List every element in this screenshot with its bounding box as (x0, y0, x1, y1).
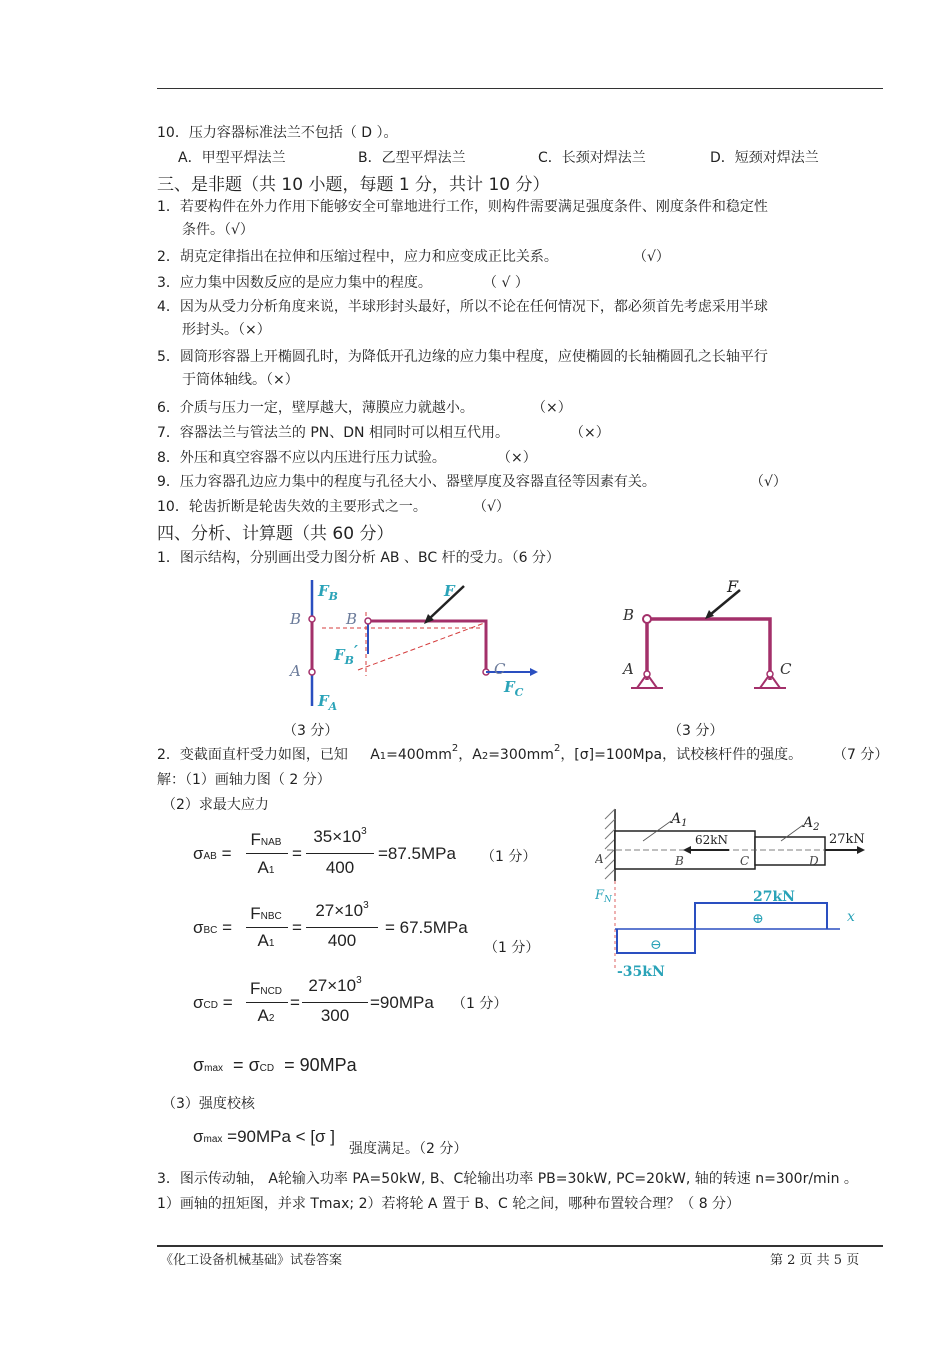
tf-item-8: 8．外压和真空容器不应以内压进行压力试验。 (157, 450, 446, 466)
structure-diagram (615, 574, 815, 704)
label-f-right: F (727, 577, 739, 596)
tf-item-7-mark: （×） (570, 425, 610, 441)
tf-item-1-cont: 条件。（√） (182, 222, 254, 238)
label-fb-prime: $F_B'$ (334, 642, 358, 667)
label-a-bar: A (595, 852, 604, 866)
label-c-bar: C (740, 854, 750, 868)
problem2-score: （7 分） (833, 747, 889, 763)
eq-cd-lhs: σCD = (193, 993, 233, 1012)
eq-cd-result: =90MPa (370, 993, 434, 1012)
label-a1: $A_1$ (671, 811, 688, 829)
pin-a (309, 669, 315, 675)
footer-title: 《化工设备机械基础》试卷答案 (160, 1253, 343, 1268)
header-rule (157, 88, 883, 89)
score-left: （3 分） (283, 723, 339, 739)
tf-item-10: 10．轮齿折断是轮齿失效的主要形式之一。 (157, 499, 427, 515)
label-b-right: B (346, 610, 358, 628)
eq-cd-frac2-num: $27\times 10^3$ (308, 975, 362, 995)
label-b-left: B (290, 610, 302, 628)
eq-bc-frac2-den: 400 (327, 931, 357, 950)
label-62kn: 62kN (695, 833, 729, 847)
q10-stem: 10．压力容器标准法兰不包括（ D ）。 (157, 125, 398, 141)
tf-item-6-mark: （×） (532, 400, 572, 416)
eq-bc-frac1-bar (246, 927, 288, 928)
diagram-curve (617, 903, 827, 953)
q10-option-c: C．长颈对焊法兰 (538, 150, 646, 166)
label-b-bar: B (675, 854, 684, 868)
sign-plus: ⊕ (752, 911, 764, 927)
label-c-struct: C (780, 660, 792, 678)
tf-item-4: 4．因为从受力分析角度来说，半球形封头最好，所以不论在任何情况下，都必须首先考虑采用半球 (157, 299, 768, 315)
label-x: x (847, 909, 855, 925)
eq-ab-result: =87.5MPa (378, 844, 456, 863)
axial-force-figure (595, 803, 875, 983)
eq-ab-frac2-bar (306, 853, 374, 854)
pin-b-right (365, 618, 371, 624)
eq-bc-frac1-den: A1 (257, 931, 275, 950)
frame-abc (647, 619, 770, 680)
problem3-line1: 3．图示传动轴， A轮输入功率 PA=50kW, B、C轮输出功率 PB=30kW, PC=20kW, 轴的转速 n=300r/min 。 (157, 1171, 858, 1187)
q10-option-a: A．甲型平焊法兰 (178, 150, 286, 166)
solution-step1: 解：（1）画轴力图（ 2 分） (157, 772, 331, 788)
eq-bc-frac1-num: FNBC (250, 904, 282, 923)
tf-item-9-mark: （√） (750, 474, 787, 490)
eq-bc-frac2-num: $27\times 10^3$ (315, 900, 369, 920)
label-a-left: A (290, 662, 301, 680)
problem1-text: 1．图示结构，分别画出受力图分析 AB 、BC 杆的受力。（6 分） (157, 550, 560, 566)
problem2-text: 2．变截面直杆受力如图，已知 $A1=400mm^2$，$A2=300mm^2$，[σ]=100Mpa，试校核杆件的强度。 (157, 743, 803, 763)
label-fn: $F_N$ (595, 888, 612, 905)
eq-bc-frac2-bar (306, 927, 378, 928)
tf-item-5: 5．圆筒形容器上开椭圆孔时，为降低开孔边缘的应力集中程度，应使椭圆的长轴椭圆孔之长轴平行 (157, 349, 768, 365)
label-fa: $F_A$ (318, 692, 338, 713)
eq-ab-lhs: σAB = (193, 844, 232, 863)
label-b-struct: B (623, 606, 635, 624)
section3-title: 三、是非题（共 10 小题，每题 1 分，共计 10 分） (157, 175, 550, 195)
label-pos: 27kN (753, 889, 795, 905)
eq-bc-eq2: = (292, 918, 302, 937)
hinge-a (644, 671, 650, 677)
eq-bc-score: （1 分） (484, 940, 540, 956)
eq-ab-frac2-den: 400 (325, 858, 355, 877)
joint-b (643, 615, 651, 623)
eq-ab-eq2: = (292, 844, 302, 863)
problem3-line2: 1）画轴的扭矩图，并求 Tmax; 2）若将轮 A 置于 B、C 轮之间，哪种布置较合理？（ 8 分） (157, 1196, 741, 1212)
tf-item-2: 2．胡克定律指出在拉伸和压缩过程中，应力和应变成正比关系。 (157, 249, 558, 265)
eq-ab-frac2-num: $35\times 10^3$ (313, 826, 367, 846)
label-c-left: C (494, 660, 506, 678)
pin-b-left (309, 616, 315, 622)
wall-hatch (605, 809, 615, 879)
eq-bc-lhs: σBC = (193, 918, 233, 937)
eq-check: σmax =90MPa < [σ ] (193, 1127, 335, 1146)
tf-item-2-mark: （√） (633, 249, 670, 265)
tf-item-8-mark: （×） (497, 450, 537, 466)
load-27-arrow (857, 846, 865, 854)
tf-item-10-mark: （√） (473, 499, 510, 515)
free-body-diagram (282, 574, 542, 714)
eq-cd-frac2-bar (302, 1002, 368, 1003)
eq-check-text: 强度满足。（2 分） (349, 1141, 468, 1157)
tf-item-1: 1．若要构件在外力作用下能够安全可靠地进行工作，则构件需要满足强度条件、刚度条件和稳定性 (157, 199, 768, 215)
arrow-fc (530, 668, 538, 676)
label-a2: $A_2$ (803, 815, 820, 833)
eq-cd-frac2-den: 300 (320, 1006, 350, 1025)
tf-item-9: 9．压力容器孔边应力集中的程度与孔径大小、器壁厚度及容器直径等因素有关。 (157, 474, 656, 490)
eq-cd-frac1-num: FNCD (249, 979, 283, 998)
score-right: （3 分） (668, 723, 724, 739)
label-a-struct: A (623, 660, 634, 678)
solution-step2: （2）求最大应力 (162, 797, 269, 813)
tf-item-5-cont: 于筒体轴线。（×） (182, 372, 299, 388)
tf-item-3: 3．应力集中因数反应的是应力集中的程度。 (157, 275, 432, 291)
label-d-bar: D (809, 854, 819, 868)
tf-item-3-mark: （ √ ） (483, 275, 529, 291)
eq-cd-frac1-bar (246, 1002, 288, 1003)
label-fc: $F_C$ (504, 678, 524, 699)
tf-item-4-cont: 形封头。（×） (182, 322, 271, 338)
tf-item-7: 7．容器法兰与管法兰的 PN、DN 相同时可以相互代用。 (157, 425, 509, 441)
dashed-diagonal (358, 622, 487, 670)
hinge-c (767, 671, 773, 677)
eq-bc-result: = 67.5MPa (385, 918, 468, 937)
eq-max: σmax = σCD = 90MPa (193, 1055, 357, 1075)
eq-ab-frac1-bar (246, 853, 288, 854)
sign-minus: ⊖ (650, 937, 662, 953)
eq-cd-score: （1 分） (452, 996, 508, 1012)
footer-rule (157, 1245, 883, 1247)
label-neg: -35kN (617, 964, 665, 980)
label-f-left: F (444, 582, 455, 600)
frame-bc (368, 621, 486, 672)
label-fb: $F_B$ (318, 582, 338, 603)
eq-cd-eq2: = (290, 993, 300, 1012)
q10-option-d: D．短颈对焊法兰 (710, 150, 819, 166)
label-27kn: 27kN (829, 832, 865, 847)
q10-option-b: B．乙型平焊法兰 (358, 150, 466, 166)
eq-ab-score: （1 分） (481, 849, 537, 865)
tf-item-6: 6．介质与压力一定，壁厚越大，薄膜应力就越小。 (157, 400, 474, 416)
footer-page: 第 2 页 共 5 页 (770, 1253, 860, 1268)
solution-step3: （3）强度校核 (162, 1096, 255, 1112)
eq-cd-frac1-den: A2 (257, 1006, 275, 1025)
eq-ab-frac1-num: FNAB (250, 830, 282, 849)
section4-title: 四、分析、计算题（共 60 分） (157, 524, 394, 544)
eq-ab-frac1-den: A1 (257, 858, 275, 877)
